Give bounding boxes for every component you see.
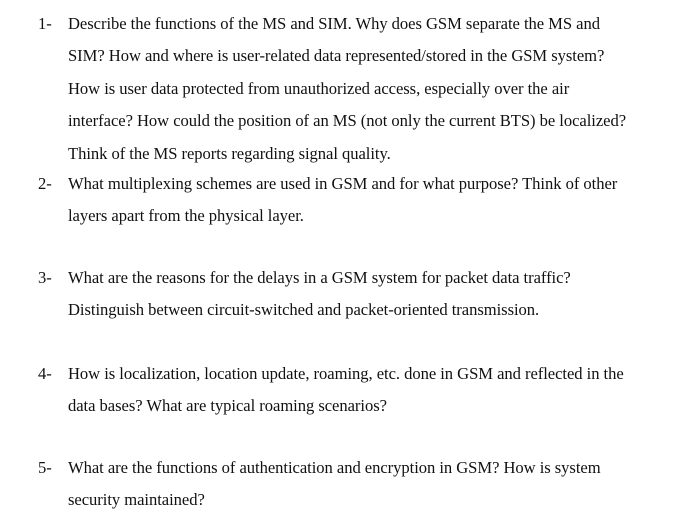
- question-line: SIM? How and where is user-related data represented/stored in the GSM system?: [68, 46, 605, 66]
- question-text: [68, 262, 698, 327]
- question-text: [68, 168, 698, 233]
- question-text: [68, 8, 698, 170]
- question-number: 5-: [38, 458, 52, 477]
- question-text: [68, 358, 698, 423]
- question-line: security maintained?: [68, 490, 205, 510]
- question-line: How is localization, location update, roaming, etc. done in GSM and reflected in the: [68, 364, 624, 383]
- question-line: Think of the MS reports regarding signal quality.: [68, 143, 391, 163]
- question-line: Describe the functions of the MS and SIM. Why does GSM separate the MS and: [68, 14, 600, 33]
- question-number: 3-: [38, 268, 52, 287]
- question-number: 4-: [38, 364, 52, 383]
- question-line: interface? How could the position of an MS (not only the current BTS) be localized?: [68, 111, 627, 131]
- question-line: data bases? What are typical roaming scenarios?: [68, 396, 387, 416]
- question-number: 1-: [38, 14, 52, 33]
- question-line: What multiplexing schemes are used in GSM and for what purpose? Think of other: [68, 174, 618, 193]
- question-line: What are the reasons for the delays in a GSM system for packet data traffic?: [68, 268, 571, 287]
- question-line: How is user data protected from unauthorized access, especially over the air: [68, 78, 570, 98]
- question-line: layers apart from the physical layer.: [68, 206, 304, 226]
- question-line: What are the functions of authentication and encryption in GSM? How is system: [68, 458, 601, 477]
- question-text: [68, 452, 698, 517]
- question-number: 2-: [38, 174, 52, 193]
- question-line: Distinguish between circuit-switched and packet-oriented transmission.: [68, 300, 540, 320]
